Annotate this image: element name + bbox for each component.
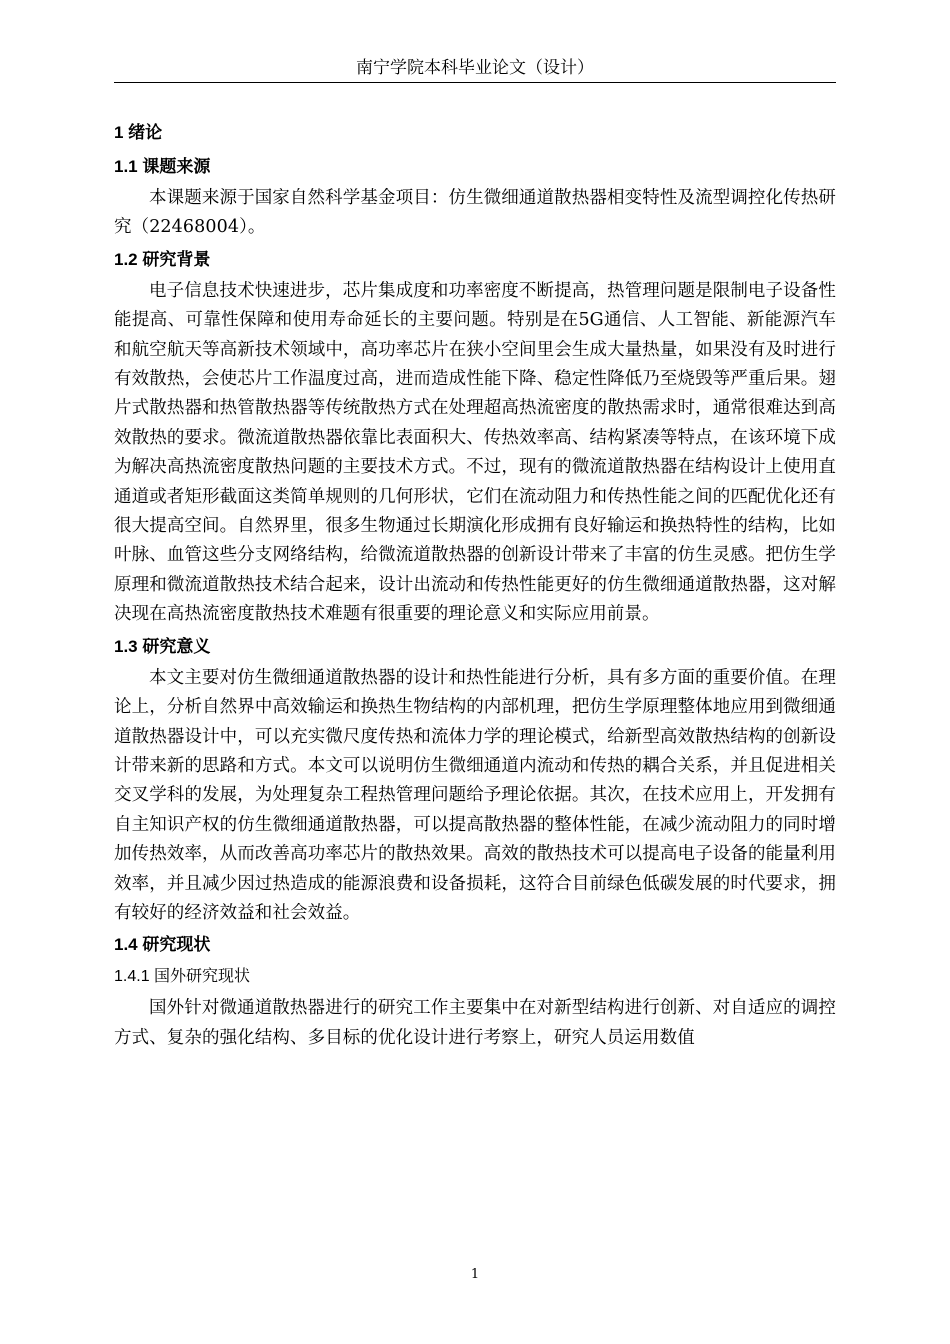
section-heading-1-1: 1.1 课题来源 <box>114 157 211 176</box>
paragraph-topic-source: 本课题来源于国家自然科学基金项目：仿生微细通道散热器相变特性及流型调控化传热研究（22468004）。 <box>114 188 836 238</box>
section-heading-1-4: 1.4 研究现状 <box>114 935 211 955</box>
chapter-title: 1 绪论 <box>114 123 163 142</box>
section-heading-1-2: 1.2 研究背景 <box>114 249 211 269</box>
paragraph-foreign-research: 国外针对微通道散热器进行的研究工作主要集中在对新型结构进行创新、对自适应的调控方式、复杂的强化结构、多目标的优化设计进行考察上，研究人员运用数值 <box>114 998 836 1048</box>
document-body <box>114 118 836 1055</box>
section-heading-1-3: 1.3 研究意义 <box>114 636 211 656</box>
page-header: 南宁学院本科毕业论文（设计） <box>356 58 594 78</box>
header-rule <box>114 82 836 83</box>
subsection-heading-1-4-1: 1.4.1 国外研究现状 <box>114 968 251 986</box>
paragraph-background: 电子信息技术快速进步，芯片集成度和功率密度不断提高，热管理问题是限制电子设备性能提高、可靠性保障和使用寿命延长的主要问题。特别是在5G通信、人工智能、新能源汽车和航空航天等高新技术领域中，高功率芯片在狭小空间里会生成大量热量，如果没有及时进行有效散热，会使芯片工作温度过高，进而造成性能下降、稳定性降低乃至烧毁等严重后果。翅片式散热器和热管散热器等传统散热方式在处理超高热流密度的散热需求时，通常很难达到高效散热的要求。微流道散热器依靠比表面积大、传热效率高、结构紧凑等特点，在该环境下成为解决高热流密度散热问题的主要技术方式。不过，现有的微流道散热器在结构设计上使用直通道或者矩形截面这类简单规则的几何形状，它们在流动阻力和传热性能之间的匹配优化还有很大提高空间。自然界里，很多生物通过长期演化形成拥有良好输运和换热特性的结构，比如叶脉、血管这些分支网络结构，给微流道散热器的创新设计带来了丰富的仿生灵感。把仿生学原理和微流道散热技术结合起来，设计出流动和传热性能更好的仿生微细通道散热器，这对解决现在高热流密度散热技术难题有很重要的理论意义和实际应用前景。 <box>114 280 836 625</box>
page-number: 1 <box>470 1267 480 1282</box>
paragraph-significance: 本文主要对仿生微细通道散热器的设计和热性能进行分析，具有多方面的重要价值。在理论上，分析自然界中高效输运和换热生物结构的内部机理，把仿生学原理整体地应用到微细通道散热器设计中，可以充实微尺度传热和流体力学的理论模式，给新型高效散热结构的创新设计带来新的思路和方式。本文可以说明仿生微细通道内流动和传热的耦合关系，并且促进相关交叉学科的发展，为处理复杂工程热管理问题给予理论依据。其次，在技术应用上，开发拥有自主知识产权的仿生微细通道散热器，可以提高散热器的整体性能，在减少流动阻力的同时增加传热效率，从而改善高功率芯片的散热效果。高效的散热技术可以提高电子设备的能量利用效率，并且减少因过热造成的能源浪费和设备损耗，这符合目前绿色低碳发展的时代要求，拥有较好的经济效益和社会效益。 <box>114 667 836 923</box>
